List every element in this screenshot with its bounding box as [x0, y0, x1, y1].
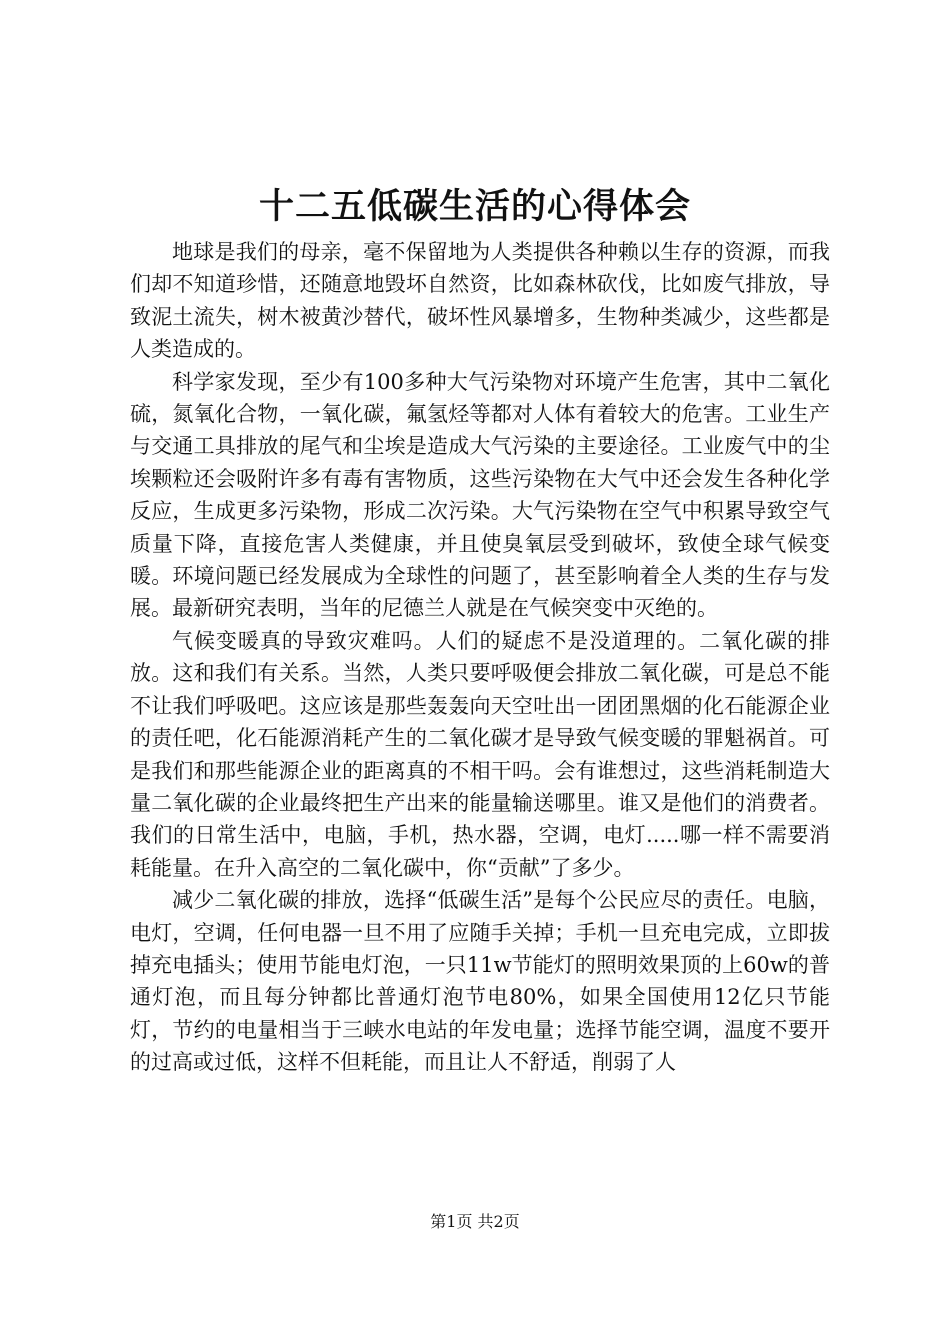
paragraph: 气候变暖真的导致灾难吗。人们的疑虑不是没道理的。二氧化碳的排放。这和我们有关系。当然，人类只要呼吸便会排放二氧化碳，可是总不能不让我们呼吸吧。这应该是那些轰轰向天空吐出一团团黑烟的化石能源企业的责任吧，化石能源消耗产生的二氧化碳才是导致气候变暖的罪魁祸首。可是我们和那些能源企业的距离真的不相干吗。会有谁想过，这些消耗制造大量二氧化碳的企业最终把生产出来的能量输送哪里。谁又是他们的消费者。我们的日常生活中，电脑，手机，热水器，空调，电灯.....哪一样不需要消耗能量。在升入高空的二氧化碳中，你“贡献”了多少。 [130, 628, 830, 880]
page-number: 第1页 共2页 [430, 1212, 520, 1231]
page-footer [0, 1210, 950, 1234]
paragraph: 减少二氧化碳的排放，选择“低碳生活”是每个公民应尽的责任。电脑，电灯，空调，任何电器一旦不用了应随手关掉；手机一旦充电完成，立即拔掉充电插头；使用节能电灯泡，一只11w节能灯的照明效果顶的上60w的普通灯泡，而且每分钟都比普通灯泡节电80%，如果全国使用12亿只节能灯，节约的电量相当于三峡水电站的年发电量；选择节能空调，温度不要开的过高或过低，这样不但耗能，而且让人不舒适，削弱了人 [130, 888, 830, 1075]
document-body [130, 236, 830, 1079]
paragraph: 地球是我们的母亲，毫不保留地为人类提供各种赖以生存的资源，而我们却不知道珍惜，还随意地毁坏自然资，比如森林砍伐，比如废气排放，导致泥土流失，树木被黄沙替代，破坏性风暴增多，生物种类减少，这些都是人类造成的。 [130, 240, 830, 362]
document-title: 十二五低碳生活的心得体会 [258, 186, 691, 227]
paragraph: 科学家发现，至少有100多种大气污染物对环境产生危害，其中二氧化硫，氮氧化合物，一氧化碳，氟氢烃等都对人体有着较大的危害。工业生产与交通工具排放的尾气和尘埃是造成大气污染的主要途径。工业废气中的尘埃颗粒还会吸附许多有毒有害物质，这些污染物在大气中还会发生各种化学反应，生成更多污染物，形成二次污染。大气污染物在空气中积累导致空气质量下降，直接危害人类健康，并且使臭氧层受到破坏，致使全球气候变暖。环境问题已经发展成为全球性的问题了，甚至影响着全人类的生存与发展。最新研究表明，当年的尼德兰人就是在气候突变中灭绝的。 [130, 369, 830, 621]
